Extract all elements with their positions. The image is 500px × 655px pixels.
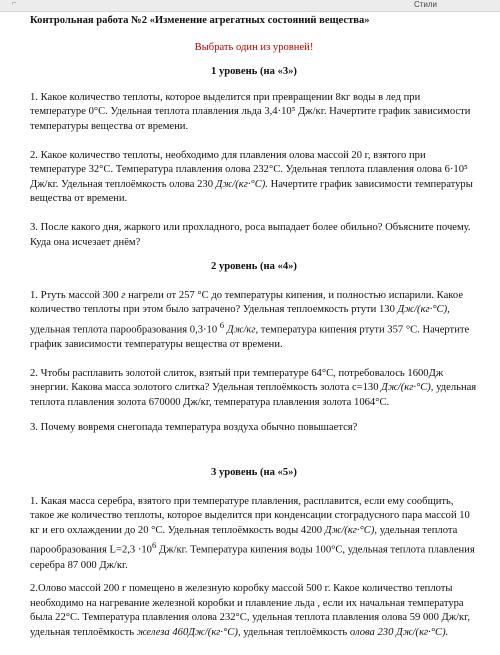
- task-text: удельная теплота парообразования 0,3·10: [30, 324, 220, 336]
- unit-text: Дж/(кг·°С),: [324, 524, 378, 536]
- level-3-task-1: [30, 495, 478, 574]
- task-text: 1. Ртуть массой 300: [30, 289, 122, 301]
- level-1-task-1: 1. Какое количество теплоты, которое выделится при превращении 8кг воды в лед при температуре 0°С. Удельная теплота плавления льда 3,4·10⁵ Дж/кг. Начертите график зависимости температуры вещества от времени.: [30, 91, 471, 132]
- task-text: удельная теплоёмкость: [240, 626, 350, 638]
- task-text: Дж/кг. Температура кипения воды 100°С, удельная теплота плавления серебра 87 000 Дж/кг.: [30, 544, 475, 571]
- unit-text: Дж/(кг·°С),: [397, 304, 450, 316]
- task-text: 2.Олово массой 200 г помещено в железную коробку массой 500 г. Какое количество теплоты необходимо на нагревание железной коробки и плавление льда , если их начальная температура была 22°С. Температура плавления олова 232°С, удельная теплота плавления олова 59 000 Дж/кг, удельная теплоёмкость: [30, 583, 470, 638]
- unit-text: г: [121, 289, 126, 301]
- styles-group-label[interactable]: Стили: [413, 0, 437, 9]
- level-3-heading: 3 уровень (на «5»): [211, 467, 297, 478]
- document-toolbar: [0, 0, 500, 12]
- task-text: 2. Чтобы расплавить золотой слиток, взятый при температуре 64°С, потребовалось 1600Дж энергии. Какова масса золотого слитка? Удельная теплоёмкость золота с=130: [30, 367, 444, 394]
- document-page: [30, 12, 478, 640]
- exponent: 6: [219, 319, 225, 330]
- level-2-heading: 2 уровень (на «4»): [211, 261, 297, 273]
- task-text: Начертите график зависимости температуры вещества от времени.: [30, 178, 473, 205]
- level-3-task-2: [30, 582, 478, 640]
- unit-text: Дж/(кг·°С).: [215, 178, 268, 190]
- level-2-task-1: [30, 289, 478, 353]
- task-text: удельная теплота плавления золота 670000 Дж/кг, температура плавления золота 1064°С.: [30, 382, 477, 408]
- task-text: 1. Какая масса серебра, взятого при температуре плавления, расплавится, если ему сообщить, такое же количество теплоты, которое выделится при конденсации стоградусного пара массой 10 кг и его охлаждении до 20 °С. Удельная теплоёмкость воды 4200: [30, 495, 470, 536]
- level-2-task-3: 3. Почему вовремя снегопада температура воздуха обычно повышается?: [30, 422, 358, 434]
- level-2-task-2: [30, 367, 478, 411]
- task-text: удельная теплота парообразования L=2,3 ·10: [30, 524, 458, 556]
- level-1-heading: 1 уровень (на «3»): [211, 66, 297, 78]
- unit-text: железа 460Дж/(кг·°С),: [136, 626, 241, 638]
- dialog-launcher-icon[interactable]: ⌐: [12, 0, 17, 7]
- instruction-text: Выбрать один из уровней!: [194, 41, 314, 53]
- document-title: Контрольная работа №2 «Изменение агрегатных состояний вещества»: [30, 15, 370, 26]
- level-1-task-2: [30, 149, 478, 207]
- task-text: 2. Какое количество теплоты, необходимо для плавления олова массой 20 г, взятого при температуре 32°С. Температура плавления олова 232°С. Удельная теплота плавления олова 6·10⁵ Дж/кг. Удельная теплоёмкость олова 230: [30, 149, 468, 190]
- exponent: 6: [151, 540, 157, 551]
- task-text: нагрели от 257 °С до температуры кипения, и полностью испарили. Какое количество теплоты при этом было затрачено? Удельная теплоемкость ртути 130: [30, 289, 464, 316]
- unit-text: Дж/(кг·°С),: [381, 382, 434, 394]
- level-1-task-3: 3. После какого дня, жаркого или прохладного, роса выпадает более обильно? Объясните почему. Куда она исчезает днём?: [30, 221, 471, 248]
- unit-text: олова 230 Дж/(кг·°С).: [349, 626, 449, 638]
- unit-text: Дж/кг,: [224, 324, 259, 336]
- task-text: температура кипения ртути 357 °С. Начертите график зависимости температуры вещества от времени.: [30, 324, 470, 351]
